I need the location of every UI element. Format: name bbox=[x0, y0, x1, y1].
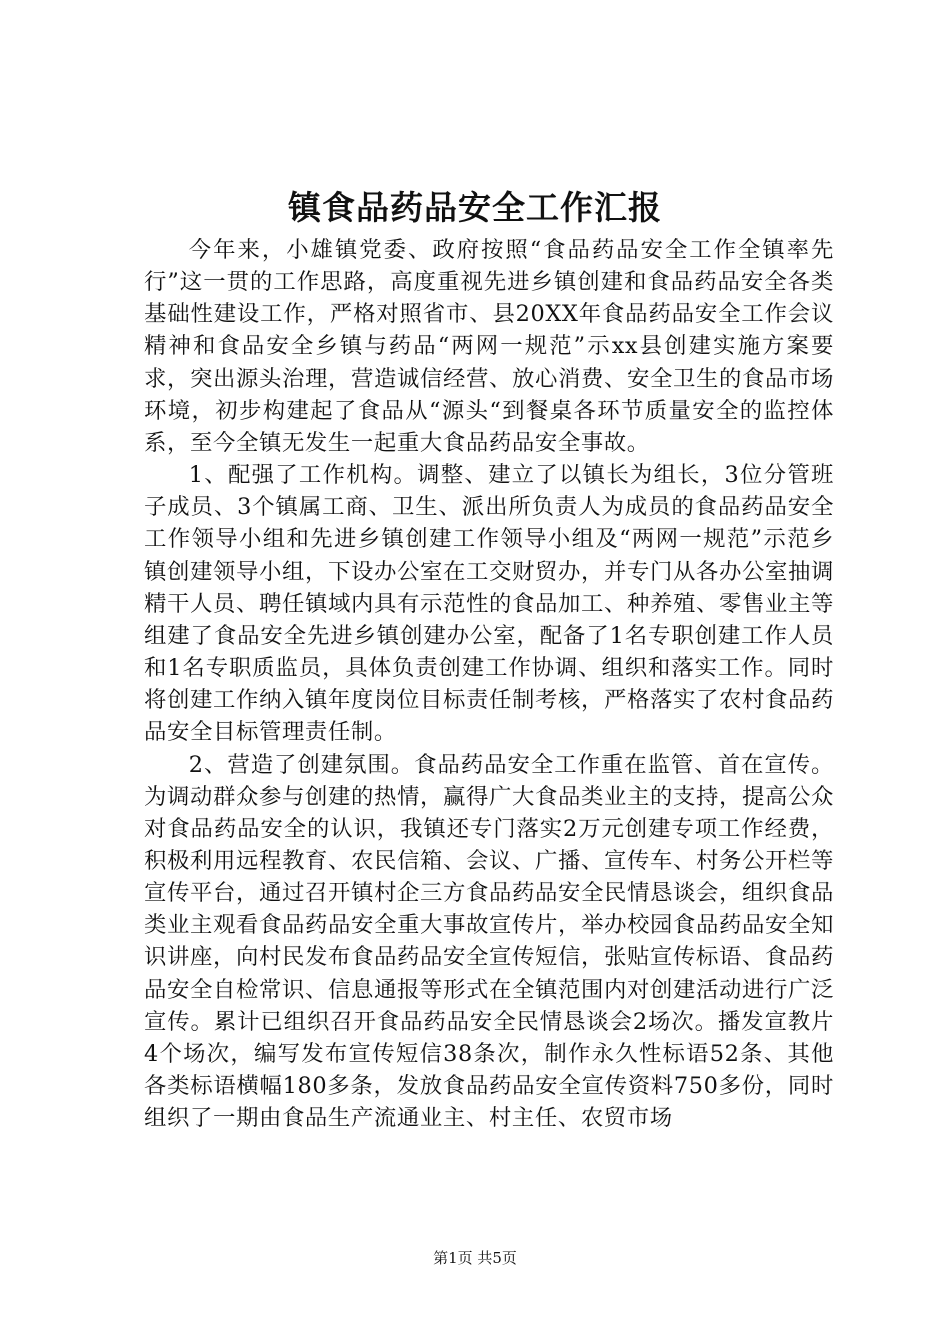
paragraph-intro: 今年来，小雄镇党委、政府按照“食品药品安全工作全镇率先行”这一贯的工作思路，高度重视先进乡镇创建和食品药品安全各类基础性建设工作，严格对照省市、县20XX年食品药品安全工作会议精神和食品安全乡镇与药品“两网一规范”示xx县创建实施方案要求，突出源头治理，营造诚信经营、放心消费、安全卫生的食品市场环境，初步构建起了食品从“源头“到餐桌各环节质量安全的监控体系，至今全镇无发生一起重大食品药品安全事故。 bbox=[144, 237, 834, 456]
page-number-footer: 第1页 共5页 bbox=[433, 1249, 517, 1267]
document-title: 镇食品药品安全工作汇报 bbox=[288, 188, 662, 227]
paragraph-section-1: 1、配强了工作机构。调整、建立了以镇长为组长，3位分管班子成员、3个镇属工商、卫生、派出所负责人为成员的食品药品安全工作领导小组和先进乡镇创建工作领导小组及“两网一规范”示范乡镇创建领导小组，下设办公室在工交财贸办，并专门从各办公室抽调精干人员、聘任镇域内具有示范性的食品加工、种养殖、零售业主等组建了食品安全先进乡镇创建办公室，配备了1名专职创建工作人员和1名专职质监员，具体负责创建工作协调、组织和落实工作。同时将创建工作纳入镇年度岗位目标责任制考核，严格落实了农村食品药品安全目标管理责任制。 bbox=[144, 462, 834, 746]
document-body bbox=[144, 234, 834, 1134]
paragraph-section-2: 2、营造了创建氛围。食品药品安全工作重在监管、首在宣传。为调动群众参与创建的热情，赢得广大食品类业主的支持，提高公众对食品药品安全的认识，我镇还专门落实2万元创建专项工作经费，积极利用远程教育、农民信箱、会议、广播、宣传车、村务公开栏等宣传平台，通过召开镇村企三方食品药品安全民情恳谈会，组织食品类业主观看食品药品安全重大事故宣传片，举办校园食品药品安全知识讲座，向村民发布食品药品安全宣传短信，张贴宣传标语、食品药品安全自检常识、信息通报等形式在全镇范围内对创建活动进行广泛宣传。累计已组织召开食品药品安全民情恳谈会2场次。播发宣教片4个场次，编写发布宣传短信38条次，制作永久性标语52条、其他各类标语横幅180多条，发放食品药品安全宣传资料750多份，同时组织了一期由食品生产流通业主、村主任、农贸市场 bbox=[144, 751, 834, 1132]
